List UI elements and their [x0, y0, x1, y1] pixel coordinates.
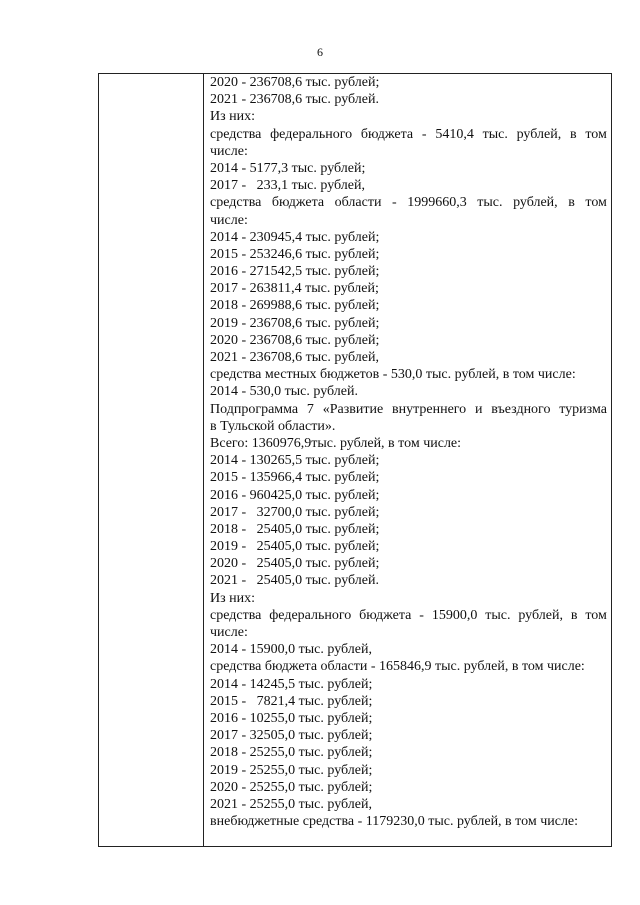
text-word: бюджета — [360, 126, 414, 142]
text-word: бюджета — [359, 607, 412, 623]
text-line: 2014 - 130265,5 тыс. рублей; — [210, 453, 380, 469]
text-line: 2021 - 236708,6 тыс. рублей, — [210, 350, 379, 365]
text-line: 2017 - 233,1 тыс. рублей, — [210, 178, 365, 194]
text-word: федерального — [269, 607, 352, 623]
text-line: 2017 - 263811,4 тыс. рублей; — [210, 281, 379, 297]
text-word: 1999660,3 — [407, 195, 467, 211]
text-line: 2019 - 25405,0 тыс. рублей; — [210, 539, 380, 555]
text-line — [210, 126, 607, 143]
text-line: 2019 - 236708,6 тыс. рублей; — [210, 315, 380, 331]
text-line: 2014 - 15900,0 тыс. рублей, — [210, 642, 372, 658]
text-word: внутреннего — [391, 401, 467, 417]
text-line — [210, 607, 607, 624]
text-word: том — [585, 607, 607, 623]
text-line: 2021 - 25405,0 тыс. рублей. — [210, 573, 379, 589]
text-word: том — [585, 126, 607, 142]
text-line: 2021 - 25255,0 тыс. рублей, — [210, 796, 372, 812]
page-number: 6 — [317, 45, 323, 59]
text-word: «Развитие — [322, 401, 384, 417]
text-word: 15900,0 — [431, 607, 478, 623]
text-line — [210, 401, 607, 418]
budget-table — [98, 73, 612, 847]
text-word: рублей, — [518, 607, 563, 623]
text-word: Подпрограмма — [210, 401, 299, 417]
text-line: 2020 - 236708,6 тыс. рублей; — [210, 332, 380, 348]
text-word: тыс. — [477, 195, 503, 211]
text-line: 2018 - 25255,0 тыс. рублей; — [210, 745, 373, 761]
text-line: 2015 - 7821,4 тыс. рублей; — [210, 693, 373, 709]
text-word: рублей, — [516, 126, 562, 142]
text-line: Из них: — [210, 590, 256, 606]
text-word: в — [569, 126, 577, 142]
text-line: 2017 - 32700,0 тыс. рублей; — [210, 504, 380, 520]
text-word: - — [392, 195, 397, 211]
text-line: 2018 - 269988,6 тыс. рублей; — [210, 298, 380, 314]
text-line: 2014 - 5177,3 тыс. рублей; — [210, 160, 366, 176]
text-line: числе: — [210, 212, 248, 228]
text-line: 2014 - 530,0 тыс. рублей. — [210, 384, 358, 400]
text-word: въездного — [491, 401, 551, 417]
text-line: 2017 - 32505,0 тыс. рублей; — [210, 728, 373, 744]
text-line — [210, 194, 607, 211]
text-word: в — [568, 195, 575, 211]
text-line: 2020 - 25255,0 тыс. рублей; — [210, 779, 373, 795]
text-line: числе: — [210, 143, 248, 159]
text-line: внебюджетные средства - 1179230,0 тыс. рублей, в том числе: — [210, 814, 579, 830]
text-word: тыс. — [482, 126, 508, 142]
text-word: средства — [210, 195, 262, 211]
table-right-cell — [204, 74, 611, 846]
text-word: области — [334, 195, 382, 211]
text-word: тыс. — [485, 607, 511, 623]
text-line: 2015 - 135966,4 тыс. рублей; — [210, 470, 380, 486]
text-word: туризма — [559, 401, 607, 417]
text-line: в Тульской области». — [210, 418, 336, 434]
table-left-cell — [99, 74, 204, 846]
text-word: федерального — [270, 126, 353, 142]
text-line: средства бюджета области - 165846,9 тыс. рублей, в том числе: — [210, 659, 585, 675]
text-line: числе: — [210, 625, 248, 640]
text-line: 2016 - 271542,5 тыс. рублей; — [210, 264, 380, 280]
text-line: 2016 - 10255,0 тыс. рублей; — [210, 710, 373, 726]
text-line: Всего: 1360976,9тыс. рублей, в том числе: — [210, 435, 462, 451]
text-word: рублей, — [513, 195, 558, 211]
text-line: 2020 - 25405,0 тыс. рублей; — [210, 556, 380, 572]
text-word: - — [421, 126, 427, 142]
text-word: том — [585, 195, 607, 211]
text-line: 2016 - 960425,0 тыс. рублей; — [210, 487, 380, 503]
text-line: 2019 - 25255,0 тыс. рублей; — [210, 762, 373, 778]
text-line: 2020 - 236708,6 тыс. рублей; — [210, 75, 380, 90]
text-line: Из них: — [210, 109, 256, 125]
text-word: бюджета — [271, 195, 325, 211]
text-line: 2014 - 14245,5 тыс. рублей; — [210, 676, 373, 692]
text-word: в — [570, 607, 578, 623]
text-line: 2015 - 253246,6 тыс. рублей; — [210, 246, 380, 262]
text-line: 2021 - 236708,6 тыс. рублей. — [210, 92, 379, 108]
text-word: 5410,4 — [435, 126, 474, 142]
text-word: средства — [210, 607, 262, 623]
text-word: средства — [210, 126, 262, 142]
text-line: 2014 - 230945,4 тыс. рублей; — [210, 229, 380, 245]
text-line: 2018 - 25405,0 тыс. рублей; — [210, 521, 380, 537]
text-word: - — [419, 607, 424, 623]
text-word: 7 — [306, 401, 314, 417]
text-line: средства местных бюджетов - 530,0 тыс. рублей, в том числе: — [210, 367, 576, 383]
text-word: и — [474, 401, 483, 417]
